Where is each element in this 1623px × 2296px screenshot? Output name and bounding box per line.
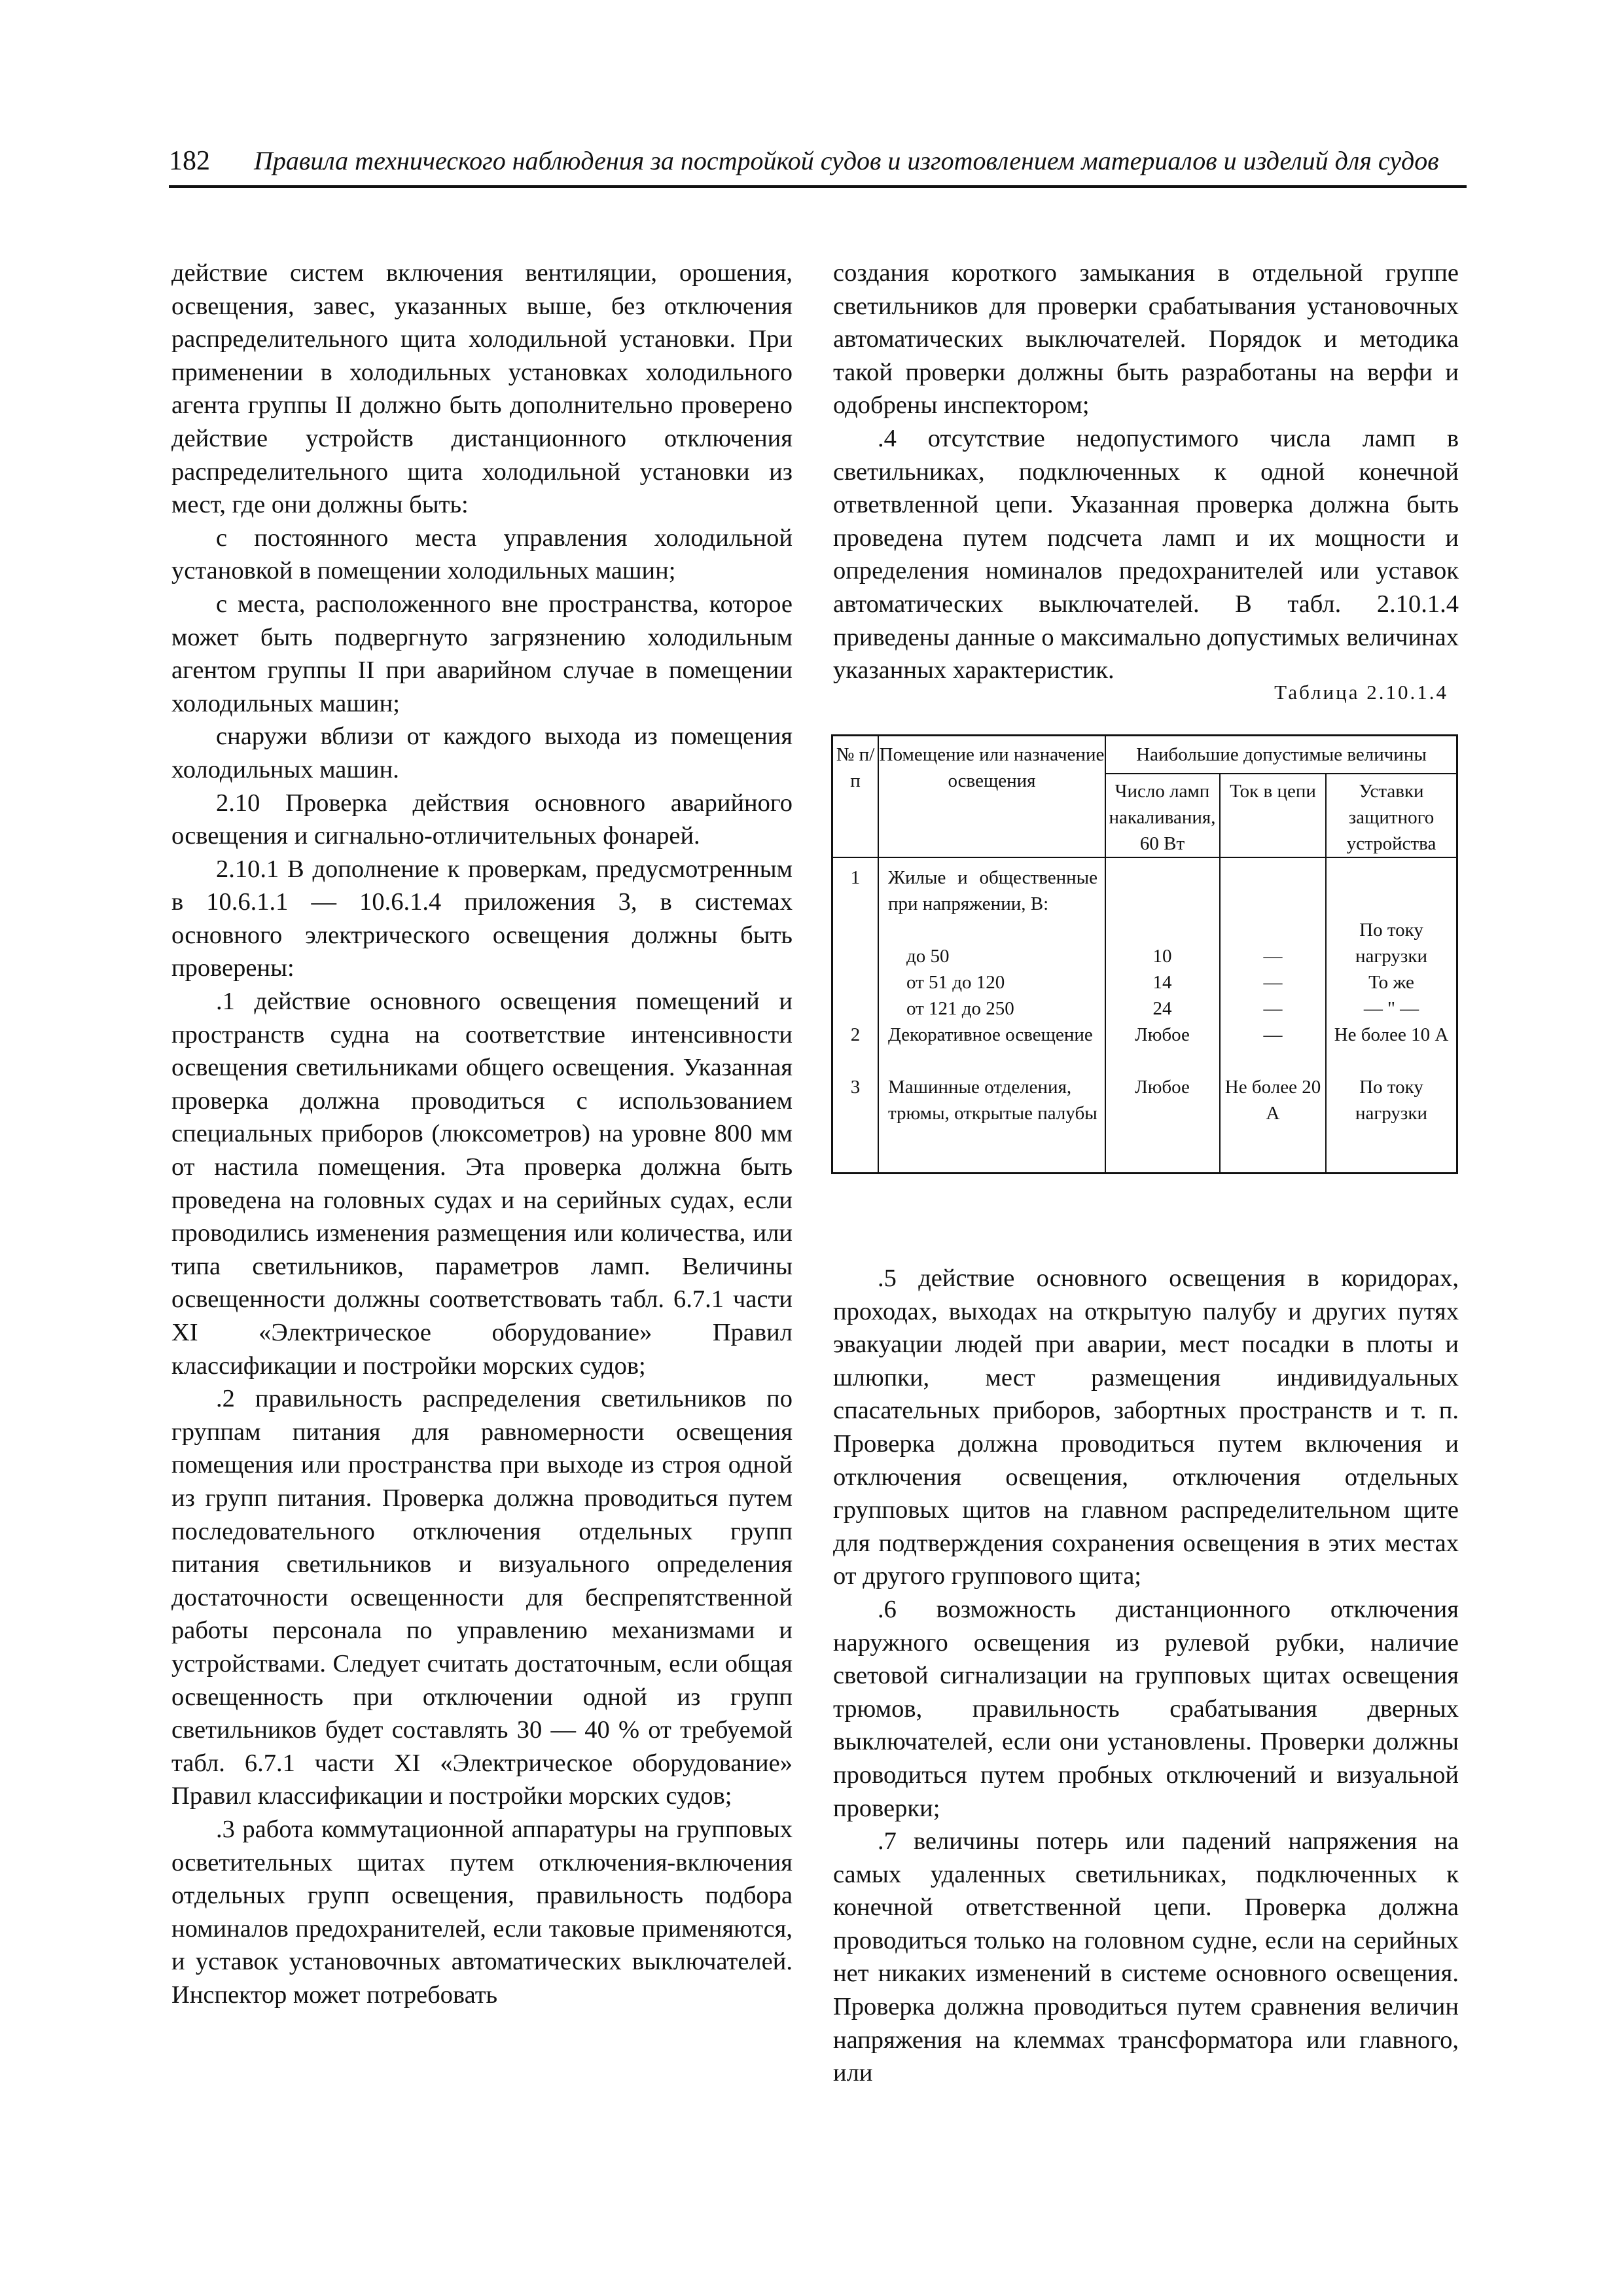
table-header-room: Помещение или назначение освещения	[879, 744, 1105, 791]
table-rule	[878, 736, 879, 1172]
table-cell-room: от 51 до 120	[906, 972, 1005, 993]
paragraph: действие систем включения вентиляции, орошения, освещения, завес, указанных выше, без отключения распределительного щита холодильной установки. При применении в холодильных установках холодильного агента группы II должно быть дополнительно проверено действие устройств дистанционного отключения распределительного щита холодильной установки из мест, где они должны быть:	[171, 259, 793, 519]
paragraph: с места, расположенного вне пространства, которое может быть подвергнуто загрязнению холодильным агентом группы II при аварийном случае в помещении холодильных машин;	[171, 590, 793, 717]
table-rule	[833, 857, 1456, 858]
table-cell-num: 1	[850, 867, 861, 888]
page-number: 182	[169, 146, 210, 176]
paragraph: с постоянного места управления холодильной установкой в помещении холодильных машин;	[171, 524, 793, 585]
table-cell-settings: По току нагрузки	[1355, 920, 1427, 967]
table-cell-lamps: Любое	[1135, 1024, 1190, 1045]
paragraph: .6 возможность дистанционного отключения наружного освещения из рулевой рубки, наличие световой сигнализации на групповых щитах освещения трюмов, правильность срабатывания дверных выключателей, если они установлены. Проверки должны проводиться путем пробных отключений и визуальной проверки;	[833, 1595, 1459, 1822]
table-cell-lamps: 14	[1152, 972, 1172, 993]
right-column-bottom	[833, 1262, 1459, 2090]
table-cell-current: —	[1263, 946, 1283, 967]
table-cell-settings: То же	[1368, 972, 1414, 993]
paragraph: .5 действие основного освещения в коридорах, проходах, выходах на открытую палубу и других путях эвакуации людей при аварии, мест посадки в плоты и шлюпки, мест размещения индивидуальных спасательных приборов, забортных пространств и т. п. Проверка должна проводиться путем включения и отключения освещения, отключения отдельных групповых щитов на главном распределительном щите для подтверждения сохранения освещения в этих местах от другого группового щита;	[833, 1265, 1459, 1590]
table-cell-room: Декоративное освещение	[888, 1024, 1093, 1045]
table-cell-lamps: 24	[1152, 998, 1172, 1019]
table-cell-settings: — " —	[1363, 998, 1419, 1019]
paragraph: .2 правильность распределения светильников по группам питания для равномерности освещения помещения или пространства при выходе из строя одной из групп питания. Проверка должна проводиться путем последовательного отключения отдельных групп питания светильников и визуального определения достаточности освещенности для беспрепятственной работы персонала по управлению механизмами и устройствами. Следует считать достаточным, если общая освещенность при отключении одной из групп светильников будет составлять 30 — 40 % от требуемой табл. 6.7.1 части XI «Электрическое оборудование» Правил классификации и постройки морских судов;	[171, 1385, 793, 1810]
table-cell-num: 3	[850, 1077, 861, 1098]
table-cell-room: Жилые и общественные при напряжении, В:	[888, 867, 1097, 914]
running-title: Правила технического наблюдения за постройкой судов и изготовлением материалов и изделий для судов	[254, 146, 1439, 175]
paragraph: .1 действие основного освещения помещений и пространств судна на соответствие интенсивности освещения светильниками общего освещения. Указанная проверка должна проводиться с использованием специальных приборов (люксометров) на уровне 800 мм от настила помещения. Эта проверка должна быть проведена на головных судах и на серийных судах, если проводились изменения размещения или количества, или типа светильников, параметров ламп. Величины освещенности должны соответствовать табл. 6.7.1 части XI «Электрическое оборудование» Правил классификации и постройки морских судов;	[171, 988, 793, 1380]
paragraph: 2.10.1 В дополнение к проверкам, предусмотренным в 10.6.1.1 — 10.6.1.4 приложения 3, в системах основного электрического освещения должны быть проверены:	[171, 855, 793, 982]
table-cell-settings: По току нагрузки	[1355, 1077, 1427, 1124]
table-cell-current: —	[1263, 998, 1283, 1019]
paragraph: .3 работа коммутационной аппаратуры на групповых осветительных щитах путем отключения-включения отдельных групп освещения, правильность подбора номиналов предохранителей, если таковые применяются, и уставок установочных автоматических выключателей. Инспектор может потребовать	[171, 1815, 793, 2009]
paragraph: создания короткого замыкания в отдельной группе светильников для проверки срабатывания установочных автоматических выключателей. Порядок и методика такой проверки должны быть разработаны на верфи и одобрены инспектором;	[833, 259, 1459, 420]
table-caption: Таблица 2.10.1.4	[1274, 681, 1448, 704]
table-rule	[1105, 773, 1456, 774]
table-cell-num: 2	[850, 1024, 861, 1045]
header-rule	[169, 185, 1467, 188]
left-column	[171, 257, 793, 2011]
table-header-group: Наибольшие допустимые величины	[1136, 744, 1427, 765]
table-cell-room: до 50	[906, 946, 950, 967]
table-header-settings: Уставки защитного устройства	[1346, 781, 1436, 854]
table-cell-room: от 121 до 250	[906, 998, 1014, 1019]
table-cell-lamps: Любое	[1135, 1077, 1190, 1098]
paragraph: .4 отсутствие недопустимого числа ламп в светильниках, подключенных к одной конечной ответвленной цепи. Указанная проверка должна быть проведена путем подсчета ламп и их мощности и определения номиналов предохранителей или уставок автоматических выключателей. В табл. 2.10.1.4 приведены данные о максимально допустимых величинах указанных характеристик.	[833, 424, 1459, 685]
page-header	[169, 145, 1467, 186]
table-cell-settings: Не более 10 А	[1334, 1024, 1449, 1045]
paragraph: снаружи вблизи от каждого выхода из помещения холодильных машин.	[171, 723, 793, 783]
right-column-top	[833, 257, 1459, 687]
section-heading-2-10: 2.10 Проверка действия основного аварийного освещения и сигнально-отличительных фонарей.	[171, 789, 793, 850]
table-cell-room: Машинные отделения, трюмы, открытые палубы	[888, 1077, 1097, 1124]
table-header-num: № п/п	[836, 744, 875, 791]
table-header-lamps: Число ламп накаливания, 60 Вт	[1109, 781, 1216, 854]
table-header-current: Ток в цепи	[1230, 781, 1316, 802]
paragraph: .7 величины потерь или падений напряжения на самых удаленных светильниках, подключенных к конечной ответственной цепи. Проверка должна проводиться только на головном судне, если на серийных нет никаких изменений в системе основного освещения. Проверка должна проводиться путем сравнения величин напряжения на клеммах трансформатора или главного, или	[833, 1827, 1459, 2087]
table-cell-lamps: 10	[1152, 946, 1172, 967]
table-cell-current: —	[1263, 972, 1283, 993]
table-cell-current: Не более 20 А	[1224, 1077, 1321, 1124]
table-cell-current: —	[1263, 1024, 1283, 1045]
limits-table	[831, 734, 1458, 1174]
